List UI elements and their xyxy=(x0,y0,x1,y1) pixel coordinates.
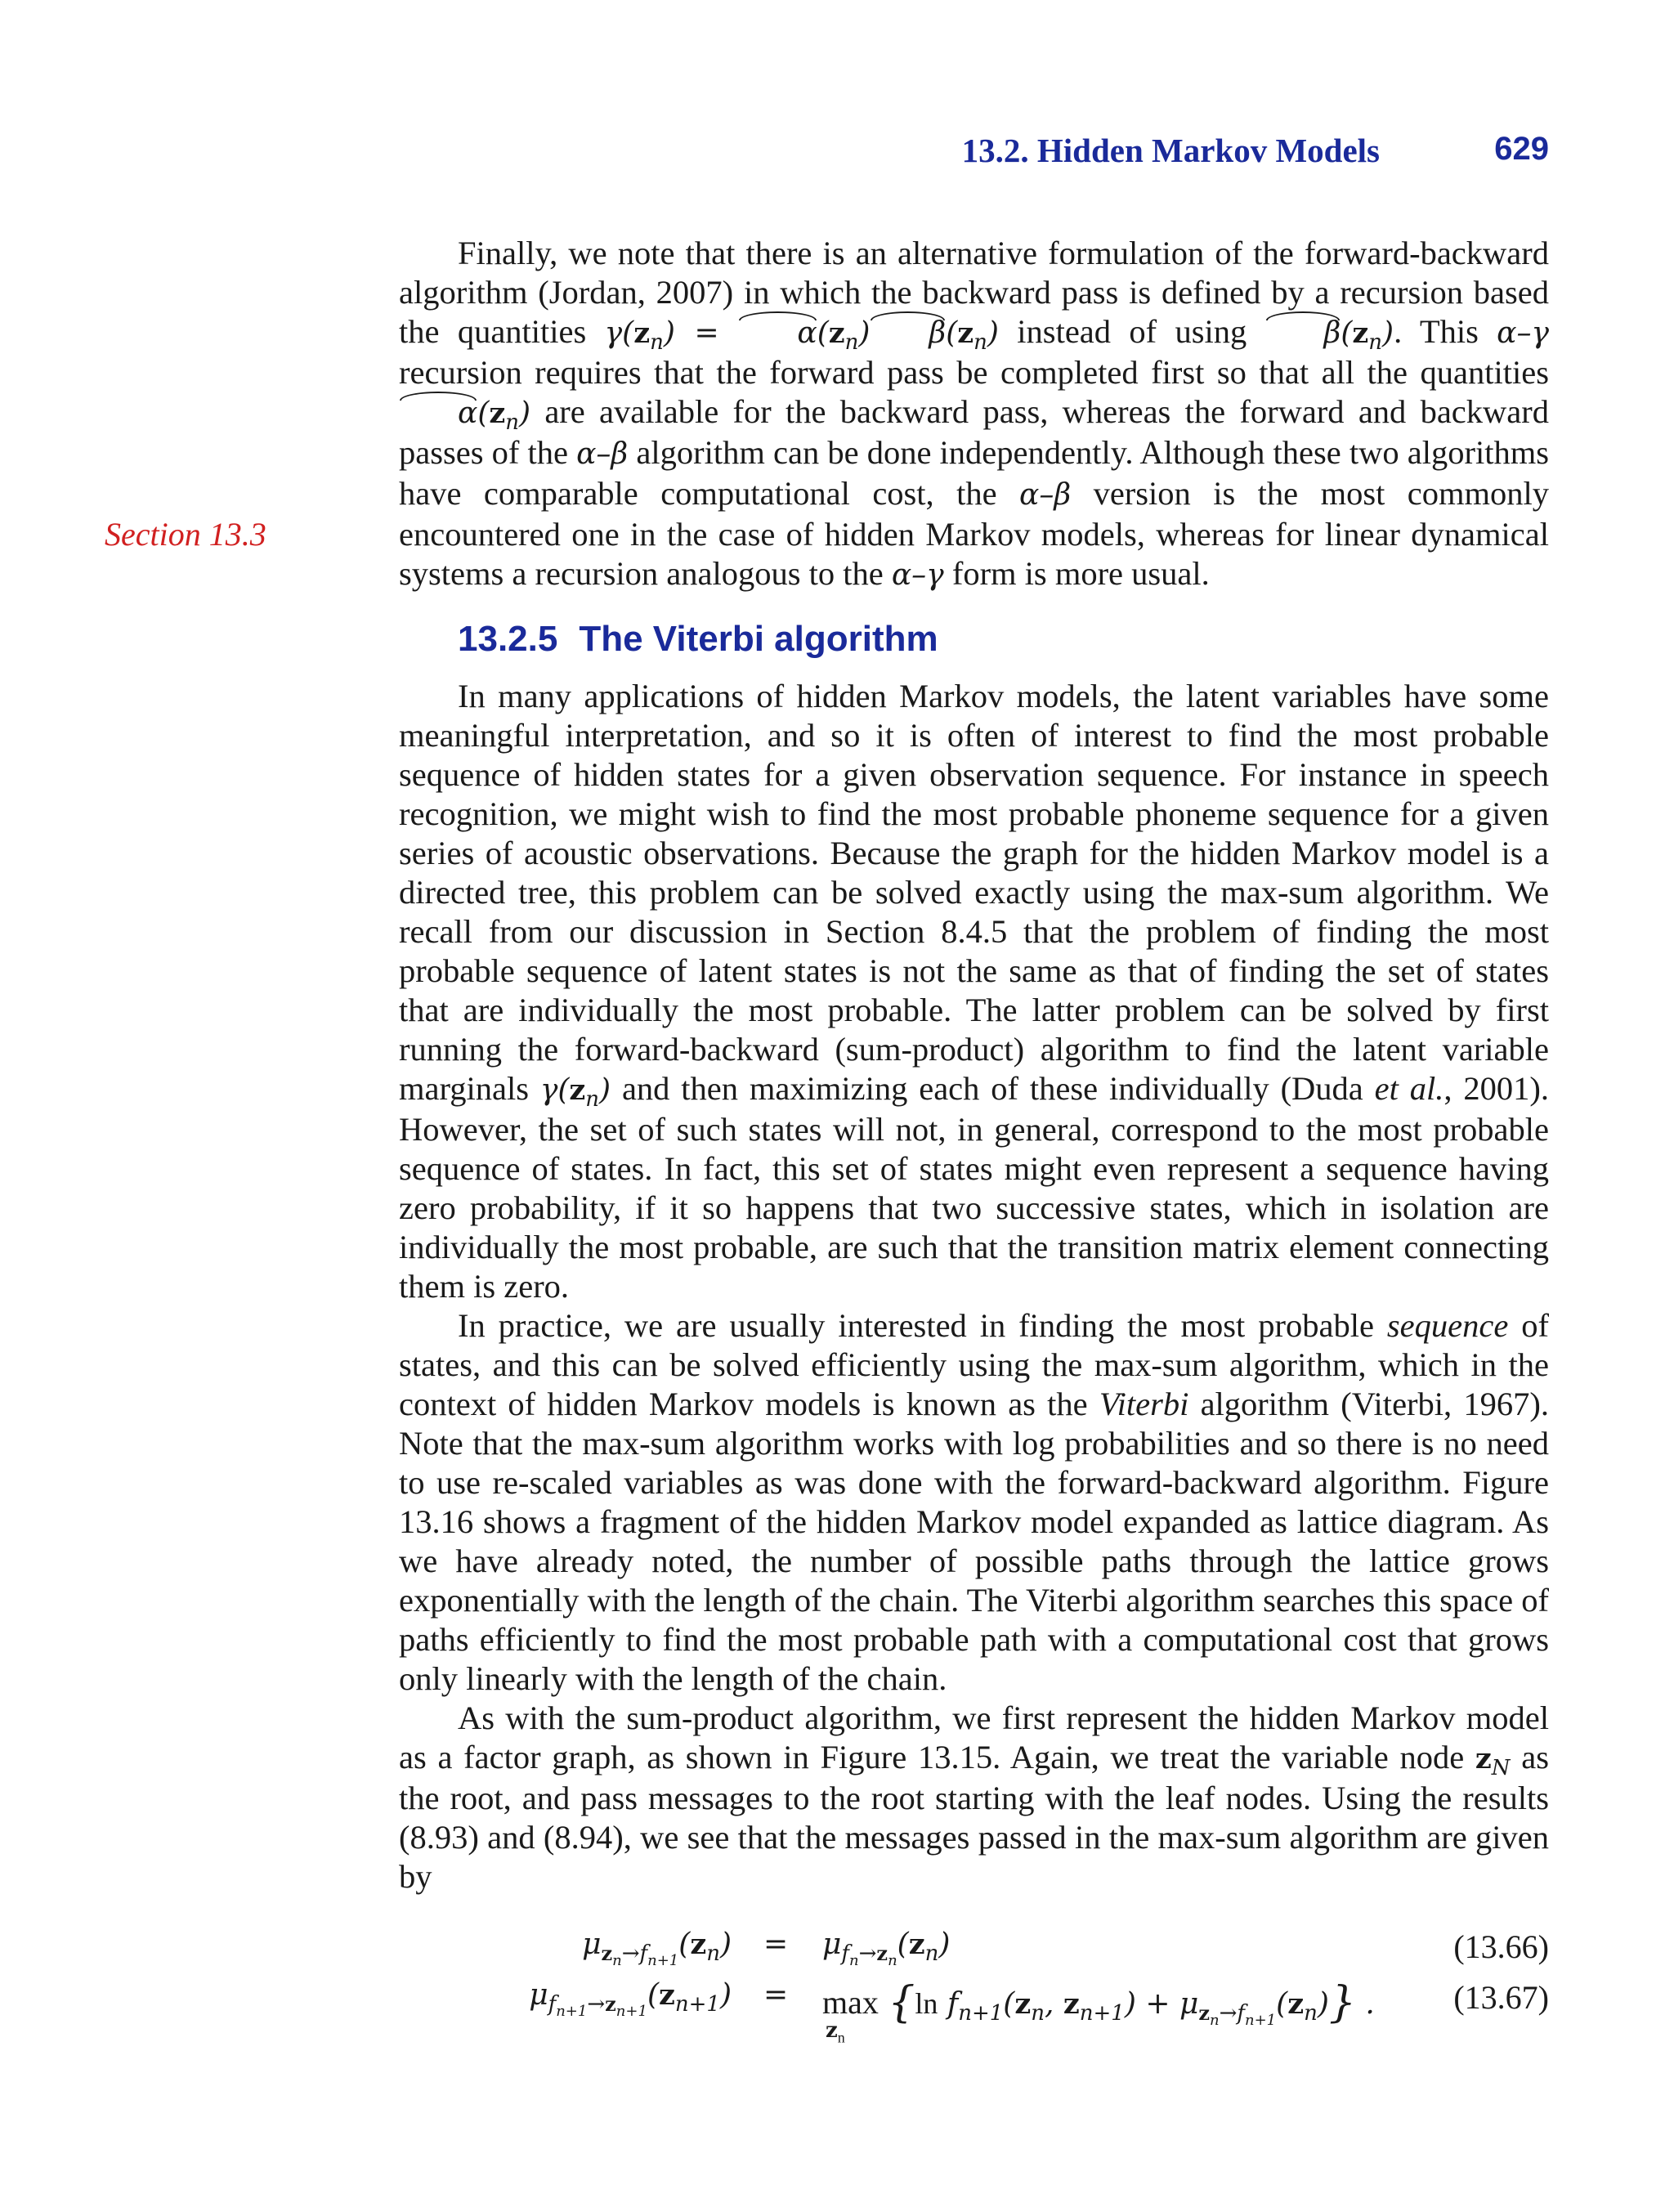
running-header-section-title: 13.2. Hidden Markov Models xyxy=(961,132,1380,169)
running-header xyxy=(0,131,1549,177)
paragraph-viterbi-practice: In practice, we are usually interested in finding the most probable sequence of states, and this can be solved efficiently using the max-sum algorithm, which in the context of hidden Markov models is known as the Viterbi algorithm (Viterbi, 1967). Note that the max-sum algorithm works with log probabilities and so there is no need to use re-scaled variables as was done with the forward-backward algorithm. Figure 13.16 shows a fragment of the hidden Markov model expanded as lattice diagram. As we have already noted, the number of possible paths through the lattice grows exponentially with the length of the chain. The Viterbi algorithm searches this space of paths efficiently to find the most probable path with a computational cost that grows only linearly with the length of the chain. xyxy=(399,1307,1549,1697)
section-title: The Viterbi algorithm xyxy=(579,619,938,659)
math-root-node: $z_N$ xyxy=(1475,1742,1511,1781)
equation-13-66: $\mu_{z_n\to f_{n+1}}(z_n)$ = $\mu_{f_n\to z_n}(z_n)$ (13.66) xyxy=(582,1928,1549,1970)
equation-number: (13.67) xyxy=(1453,1979,1549,2016)
math-alpha-hat: $\alpha(z_n)$ xyxy=(399,396,530,430)
page-body xyxy=(399,234,1549,2050)
paragraph-factor-graph: As with the sum-product algorithm, we first represent the hidden Markov model as a factor graph, as shown in Figure 13.15. Again, we treat the variable node $z_N$ as the root, and pass messages to the root starting with the leaf nodes. Using the results (8.93) and (8.94), we see that the messages passed in the max-sum algorithm are given by xyxy=(399,1699,1549,1895)
math-beta-hat: $\beta(z_n)$ xyxy=(1265,316,1394,350)
math-gamma-marginal: $\gamma(z_n)$ xyxy=(539,1073,611,1113)
section-number: 13.2.5 xyxy=(458,619,558,659)
math-gamma-zn: $\gamma(z_n) = \alpha(z_n)$ $\beta(z_n)$ xyxy=(605,316,999,350)
margin-note-section-link[interactable]: Section 13.3 xyxy=(105,516,266,553)
equation-number: (13.66) xyxy=(1453,1928,1549,1965)
section-heading-viterbi xyxy=(458,616,1549,662)
page-number: 629 xyxy=(1494,131,1549,167)
equation-block xyxy=(399,1928,1549,2050)
equation-13-67: $\mu_{f_{n+1}\to z_{n+1}}(z_{n+1})$ = max $z_n$ {ln $f_{n+1}(z_n$, $z_{n+1}) + \mu_{z_n\to f_{n+1}}(z_n)$} . (13.67) xyxy=(529,1978,1549,2046)
paragraph-viterbi-intro: In many applications of hidden Markov models, the latent variables have some meaningful interpretation, and so it is often of interest to find the most probable sequence of hidden states for a given observation sequence. For instance in speech recognition, we might wish to find the most probable phoneme sequence for a given series of acoustic observations. Because the graph for the hidden Markov model is a directed tree, this problem can be solved exactly using the max-sum algorithm. We recall from our discussion in Section 8.4.5 that the problem of finding the most probable sequence of latent states is not the same as that of finding the set of states that are individually the most probable. The latter problem can be solved by first running the forward-backward (sum-product) algorithm to find the latent variable marginals $\gamma(z_n)$ and then maximizing each of these individually (Duda et al., 2001). However, the set of such states will not, in general, correspond to the most probable sequence of states. In fact, this set of states might even represent a sequence having zero probability, if it so happens that two successive states, which in isolation are individually the most probable, are such that the transition matrix element connecting them is zero. xyxy=(399,678,1549,1305)
paragraph-alpha-gamma: Finally, we note that there is an alternative formulation of the forward-backward algorithm (Jordan, 2007) in which the backward pass is defined by a recursion based the quantities $\gamma(z_n) = \alpha(z_n)$ $\beta(z_n)$ instead of using $\beta(z_n)$. This α–γ recursion requires that the forward pass be completed first so that all the quantities $\alpha(z_n)$ are available for the backward pass, whereas the forward and backward passes of the α–β algorithm can be done independently. Although these two algorithms have comparable computational cost, the α–β version is the most commonly encountered one in the case of hidden Markov models, whereas for linear dynamical systems a recursion analogous to the α–γ form is more usual. xyxy=(399,235,1549,592)
